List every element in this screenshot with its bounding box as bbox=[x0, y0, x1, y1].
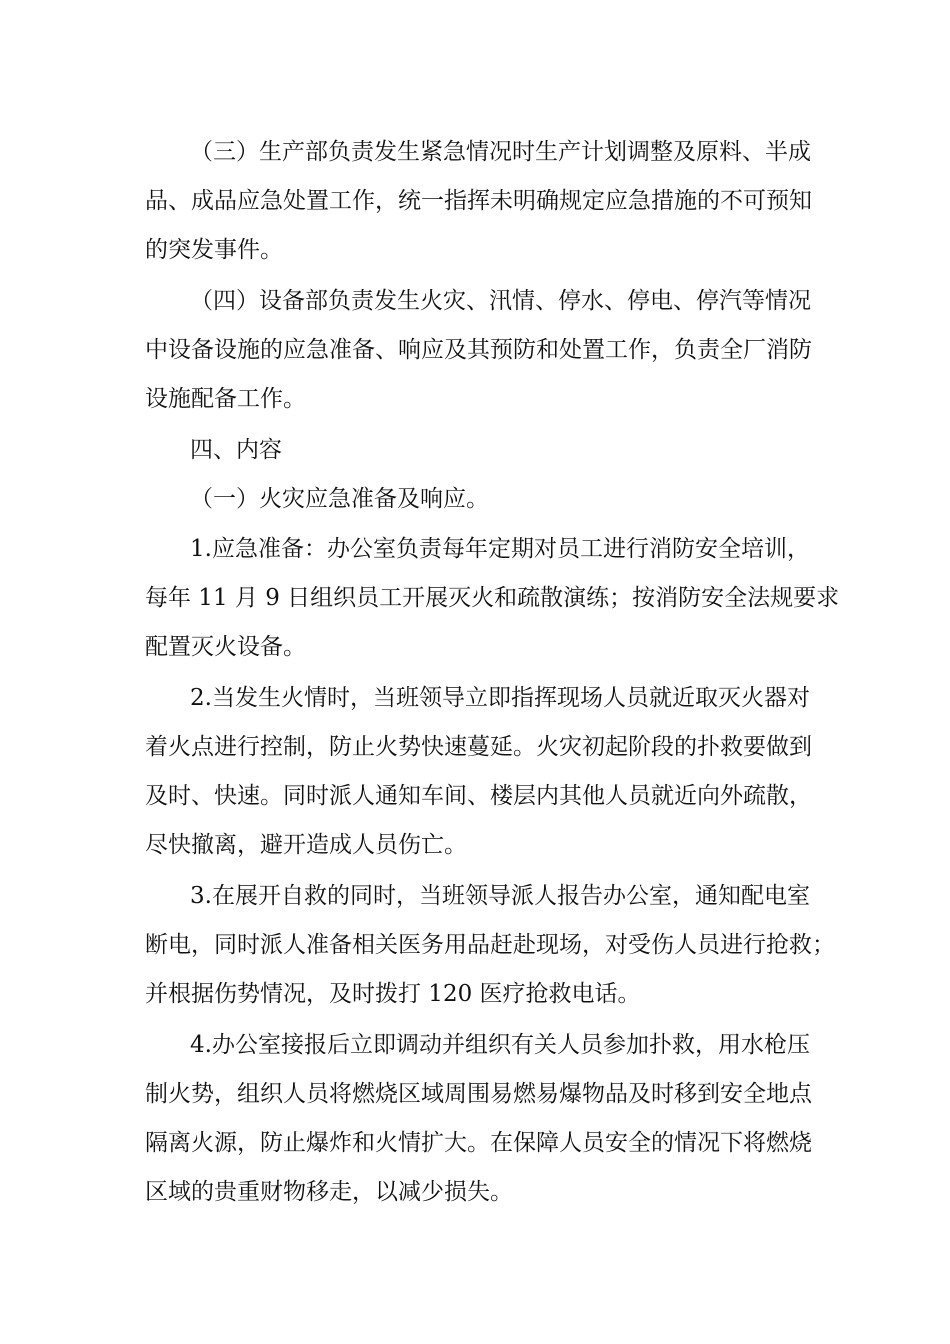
section-heading: 四、内容 bbox=[190, 437, 282, 463]
item-2-line-1: 2.当发生火情时，当班领导立即指挥现场人员就近取灭火器对 bbox=[190, 685, 810, 711]
item-3-line-3: 并根据伤势情况，及时拨打 120 医疗抢救电话。 bbox=[145, 981, 641, 1007]
item-3-line-1: 3.在展开自救的同时，当班领导派人报告办公室，通知配电室 bbox=[190, 883, 810, 909]
item-3-line-2: 断电，同时派人准备相关医务用品赶赴现场，对受伤人员进行抢救； bbox=[145, 932, 835, 958]
paragraph-1-line-1: （三）生产部负责发生紧急情况时生产计划调整及原料、半成 bbox=[190, 139, 811, 165]
item-2-line-4: 尽快撤离，避开造成人员伤亡。 bbox=[145, 832, 467, 858]
item-4-line-4: 区域的贵重财物移走，以减少损失。 bbox=[145, 1179, 513, 1205]
item-4-line-3: 隔离火源，防止爆炸和火情扩大。在保障人员安全的情况下将燃烧 bbox=[145, 1130, 812, 1156]
paragraph-2-line-1: （四）设备部负责发生火灾、汛情、停水、停电、停汽等情况 bbox=[190, 288, 811, 314]
item-1-line-3: 配置灭火设备。 bbox=[145, 634, 306, 660]
item-4-line-1: 4.办公室接报后立即调动并组织有关人员参加扑救，用水枪压 bbox=[190, 1032, 810, 1058]
subsection-heading: （一）火灾应急准备及响应。 bbox=[190, 486, 489, 512]
item-2-line-3: 及时、快速。同时派人通知车间、楼层内其他人员就近向外疏散， bbox=[145, 783, 812, 809]
paragraph-2-line-3: 设施配备工作。 bbox=[145, 386, 306, 412]
item-1-line-2: 每年 11 月 9 日组织员工开展灭火和疏散演练；按消防安全法规要求 bbox=[145, 585, 840, 611]
item-2-line-2: 着火点进行控制，防止火势快速蔓延。火灾初起阶段的扑救要做到 bbox=[145, 734, 812, 760]
item-1-line-1: 1.应急准备：办公室负责每年定期对员工进行消防安全培训， bbox=[190, 536, 810, 562]
item-4-line-2: 制火势，组织人员将燃烧区域周围易燃易爆物品及时移到安全地点 bbox=[145, 1081, 812, 1107]
paragraph-1-line-2: 品、成品应急处置工作，统一指挥未明确规定应急措施的不可预知 bbox=[145, 188, 812, 214]
paragraph-2-line-2: 中设备设施的应急准备、响应及其预防和处置工作，负责全厂消防 bbox=[145, 337, 812, 363]
paragraph-1-line-3: 的突发事件。 bbox=[145, 237, 283, 263]
